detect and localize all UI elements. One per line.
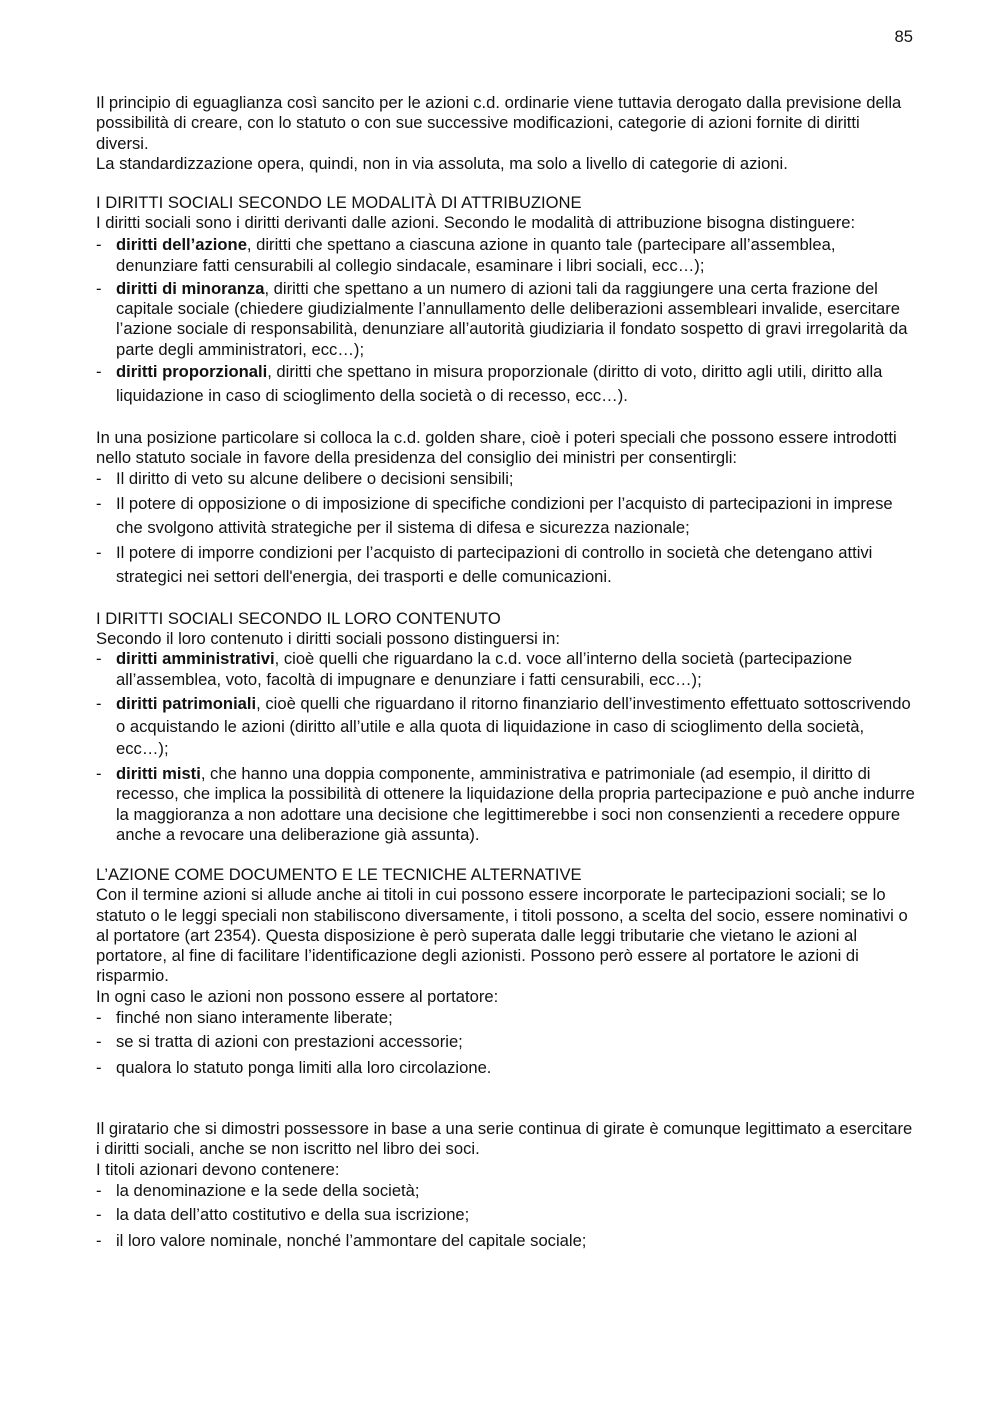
bearer-restrictions-list	[96, 1007, 916, 1081]
list-item-text: , diritti che spettano in misura proporzionale (diritto di voto, diritto agli utili, diritto alla liquidazione in caso di scioglimento della società o di recesso, ecc…).	[116, 361, 883, 406]
list-item	[96, 279, 916, 360]
list-item	[96, 649, 916, 690]
list-item-term: diritti amministrativi	[116, 649, 275, 669]
section-heading-attribution: I DIRITTI SOCIALI SECONDO LE MODALITÀ DI ATTRIBUZIONE	[96, 193, 582, 213]
page-number: 85	[894, 27, 913, 46]
golden-share-paragraph: In una posizione particolare si colloca la c.d. golden share, cioè i poteri speciali che possono essere introdotti nello statuto sociale in favore della presidenza del consiglio dei ministri per consentirgli:	[96, 427, 897, 468]
section-intro-attribution: I diritti sociali sono i diritti derivanti dalle azioni. Secondo le modalità di attribuzione bisogna distinguere:	[96, 213, 856, 233]
golden-share-powers-list	[96, 469, 916, 590]
list-item: - Il potere di opposizione o di imposizione di specifiche condizioni per l’acquisto di partecipazioni in imprese che svolgono attività strategiche per il sistema di difesa e sicurezza nazionale;	[96, 492, 916, 541]
share-certificate-intro: I titoli azionari devono contenere:	[96, 1159, 340, 1179]
list-item-term: diritti di minoranza	[116, 278, 265, 298]
list-item: - il loro valore nominale, nonché l’ammontare del capitale sociale;	[96, 1228, 916, 1254]
list-item	[96, 360, 916, 409]
intro-paragraph-2: La standardizzazione opera, quindi, non in via assoluta, ma solo a livello di categorie di azioni.	[96, 153, 788, 173]
list-item: - la data dell’atto costitutivo e della sua iscrizione;	[96, 1202, 916, 1228]
attribution-rights-list	[96, 234, 916, 409]
list-item-term: diritti proporzionali	[116, 361, 268, 381]
section-heading-document: L’AZIONE COME DOCUMENTO E LE TECNICHE ALTERNATIVE	[96, 864, 582, 884]
list-item: - se si tratta di azioni con prestazioni accessorie;	[96, 1029, 916, 1055]
list-item-text: , diritti che spettano a ciascuna azione in quanto tale (partecipare all’assemblea, denunziare fatti censurabili al collegio sindacale, esaminare i libri sociali, ecc…);	[116, 234, 836, 275]
document-paragraph-2: In ogni caso le azioni non possono essere al portatore:	[96, 986, 499, 1006]
list-item	[96, 693, 916, 761]
list-item: - qualora lo statuto ponga limiti alla loro circolazione.	[96, 1055, 916, 1081]
list-item: - Il potere di imporre condizioni per l’acquisto di partecipazioni di controllo in società che detengano attivi strategici nei settori dell'energia, dei trasporti e delle comunicazioni.	[96, 541, 916, 590]
intro-paragraph-1: Il principio di eguaglianza così sancito per le azioni c.d. ordinarie viene tuttavia derogato dalla previsione della possibilità di creare, con lo statuto o con sue successive modificazioni, categorie di azioni fornite di diritti diversi.	[96, 93, 902, 153]
list-item	[96, 764, 916, 846]
list-item-term: diritti misti	[116, 763, 201, 783]
list-item: - finché non siano interamente liberate;	[96, 1007, 916, 1029]
section-intro-content: Secondo il loro contenuto i diritti sociali possono distinguersi in:	[96, 629, 560, 649]
list-item-text: , che hanno una doppia componente, amministrativa e patrimoniale (ad esempio, il diritto di recesso, che implica la possibilità di ottenere la liquidazione della propria partecipazione e può anche indurre la maggioranza a non adottare una decisione che legittimerebbe i soci non consenzienti a recedere oppure anche a revocare una deliberazione già assunta).	[116, 763, 915, 845]
list-item-text: , cioè quelli che riguardano il ritorno finanziario dell’investimento effettuato sottoscrivendo o acquistando le azioni (diritto all’utile e alla quota di liquidazione in caso di scioglimento della società, ecc…);	[116, 694, 911, 759]
list-item-text: , diritti che spettano a un numero di azioni tali da raggiungere una certa frazione del capitale sociale (chiedere giudizialmente l’annullamento delle deliberazioni assembleari invalide, esercitare l’azione sociale di responsabilità, denunziare all’autorità giudiziaria il fondato sospetto di gravi irregolarità da parte degli amministratori, ecc…);	[116, 278, 908, 359]
content-rights-list	[96, 649, 916, 846]
list-item: - la denominazione e la sede della società;	[96, 1180, 916, 1202]
endorsee-paragraph: Il giratario che si dimostri possessore in base a una serie continua di girate è comunque legittimato a esercitare i diritti sociali, anche se non iscritto nel libro dei soci.	[96, 1119, 913, 1159]
list-item-term: diritti patrimoniali	[116, 694, 257, 714]
list-item-term: diritti dell’azione	[116, 234, 247, 254]
list-item: - Il diritto di veto su alcune delibere o decisioni sensibili;	[96, 469, 916, 489]
page-content	[96, 93, 916, 1254]
list-item-text: , cioè quelli che riguardano la c.d. voce all’interno della società (partecipazione all’assemblea, voto, facoltà di impugnare e denunziare i fatti censurabili, ecc…);	[116, 649, 853, 689]
list-item	[96, 234, 916, 276]
share-certificate-contents-list	[96, 1180, 916, 1254]
section-heading-content: I DIRITTI SOCIALI SECONDO IL LORO CONTENUTO	[96, 608, 501, 628]
document-paragraph-1: Con il termine azioni si allude anche ai titoli in cui possono essere incorporate le partecipazioni sociali; se lo statuto o le leggi speciali non stabiliscono diversamente, i titoli possono, a scelta del socio, essere nominativi o al portatore (art 2354). Questa disposizione è però superata dalle leggi tributarie che vietano le azioni al portatore, al fine di facilitare l’identificazione degli azionisti. Possono però essere al portatore le azioni di risparmio.	[96, 885, 908, 986]
